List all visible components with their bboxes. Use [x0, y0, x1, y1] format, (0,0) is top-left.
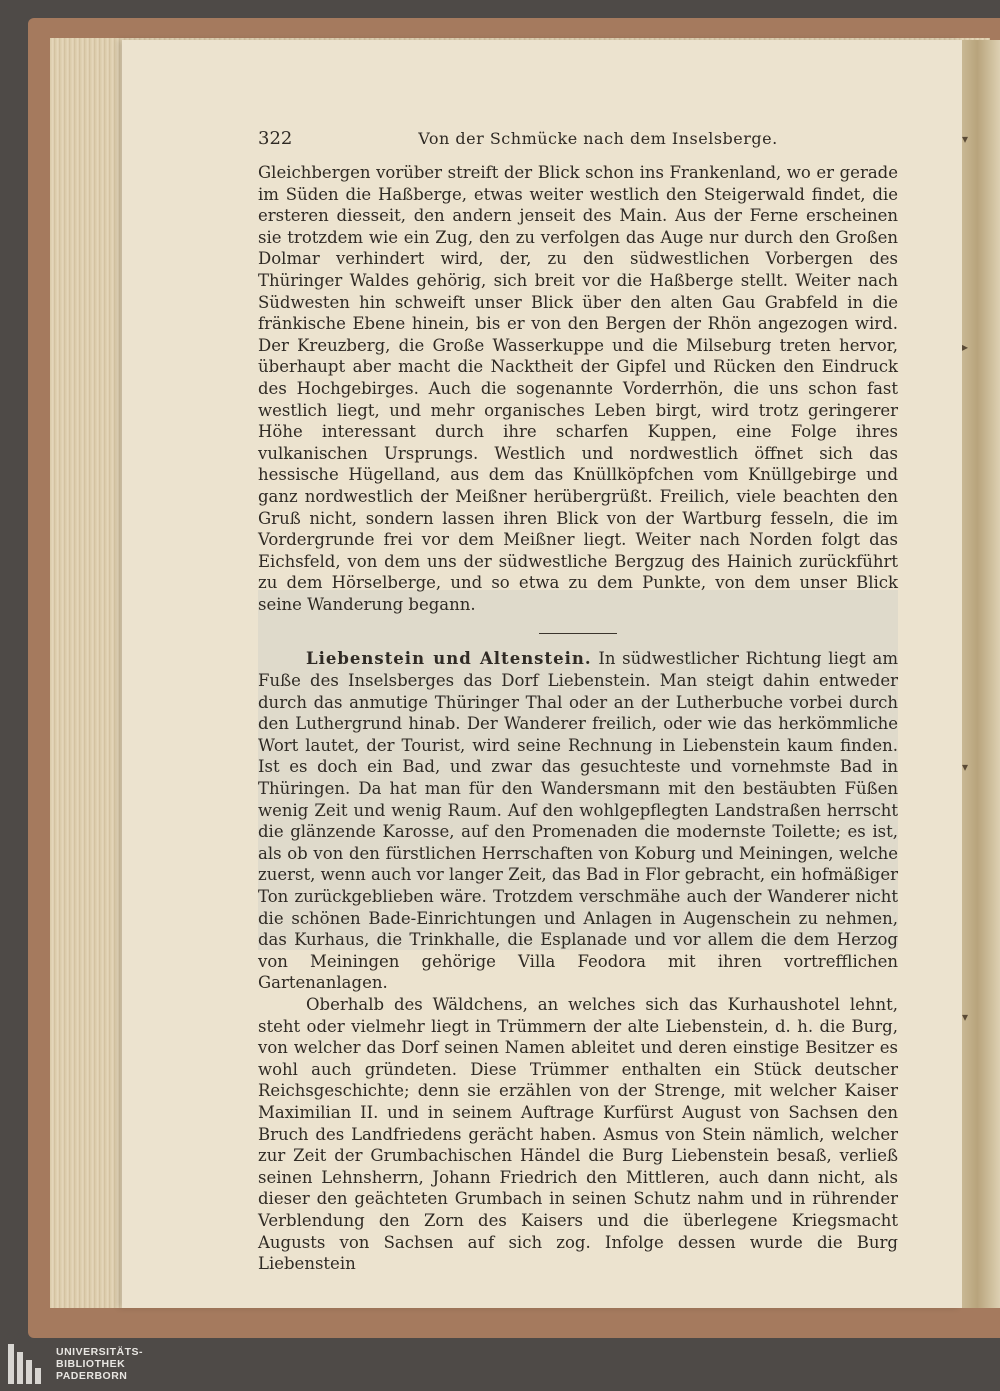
section-text: In südwestlicher Richtung liegt am Fuße des Inselsberges das Dorf Liebenstein. Man steigt dahin entweder durch das anmutige Thüringer Thal oder an der Lutherbuche vorbei durch den Luthergrund hinab. Der Wanderer freilich, oder wie das herkömmliche Wort lautet, der Tourist, wird seine Rechnung in Liebenstein kaum finden. Ist es doch ein Bad, und zwar das gesuchteste und vornehmste Bad in Thüringen. Da hat man für den Wandersmann mit den bestäubten Füßen wenig Zeit und wenig Raum. Auf den wohlgepflegten Landstraßen herrscht die glänzende Karosse, auf den Promenaden die modernste Toilette; es ist, als ob von den fürstlichen Herrschaften von Koburg und Meiningen, welche zuerst, wenn auch vor langer Zeit, das Bad in Flor gebracht, ein hofmäßiger Ton zurückgeblieben wäre. Trotzdem verschmähe auch der Wanderer nicht die schönen Bade-Einrichtungen und Anlagen in Augenschein zu nehmen, das Kurhaus, die Trinkhalle, die Esplanade und vor allem die dem Herzog von Meiningen gehörige Villa Feodora mit ihren vortrefflichen Gartenanlagen.: [258, 649, 898, 993]
library-logo-icon: [8, 1344, 48, 1384]
page-number: 322: [258, 128, 293, 149]
binding-mark: ▾: [962, 760, 969, 774]
page-content: [258, 128, 898, 1275]
section-paragraph: [258, 648, 898, 994]
binding-mark: ▸: [962, 340, 969, 354]
library-logo: [8, 1342, 143, 1386]
section-divider: [539, 633, 617, 634]
page-header: [258, 128, 898, 158]
book-gutter: [962, 40, 1000, 1308]
paragraph-1: Gleichbergen vorüber streift der Blick schon ins Frankenland, wo er gerade im Süden die Haßberge, etwas weiter westlich den Steigerwald findet, die ersteren diesseit, den andern jenseit des Main. Aus der Ferne erscheinen sie trotzdem wie ein Zug, den zu verfolgen das Auge nur durch den Großen Dolmar verhindert wird, der, zu den südwestlichen Vorbergen des Thüringer Waldes gehörig, sich breit vor die Haßberge stellt. Weiter nach Südwesten hin schweift unser Blick über den alten Gau Grabfeld in die fränkische Ebene hinein, bis er von den Bergen der Rhön angezogen wird. Der Kreuzberg, die Große Wasserkuppe und die Milseburg treten hervor, überhaupt aber macht die Nacktheit der Gipfel und Rücken den Eindruck des Hochgebirges. Auch die sogenannte Vorderrhön, die uns schon fast westlich liegt, und mehr organisches Leben birgt, wird trotz geringerer Höhe interessant durch ihre scharfen Kuppen, eine Folge ihres vulkanischen Ursprungs. Westlich und nordwestlich öffnet sich das hessische Hügelland, aus dem das Knüllköpfchen vom Knüllgebirge und ganz nordwestlich der Meißner herübergrüßt. Freilich, viele beachten den Gruß nicht, sondern lassen ihren Blick von der Wartburg fesseln, die im Vordergrunde frei vor dem Meißner liegt. Weiter nach Norden folgt das Eichsfeld, von dem uns der südwestliche Bergzug des Hainich zurückführt zu dem Hörselberge, und so etwa zu dem Punkte, von dem unser Blick seine Wanderung begann.: [258, 163, 898, 614]
section-title: Liebenstein und Altenstein.: [306, 649, 592, 669]
library-name: UNIVERSITÄTS- BIBLIOTHEK PADERBORN: [56, 1346, 144, 1382]
running-title: Von der Schmücke nach dem Inselsberge.: [418, 129, 778, 148]
binding-mark: ▾: [962, 1010, 969, 1024]
paragraph-3: Oberhalb des Wäldchens, an welches sich das Kurhaushotel lehnt, steht oder vielmehr liegt in Trümmern der alte Liebenstein, d. h. die Burg, von welcher das Dorf seinen Namen ableitet und deren einstige Besitzer es wohl auch gründeten. Diese Trümmer enthalten ein Stück deutscher Reichsgeschichte; denn sie erzählen von der Strenge, mit welcher Kaiser Maximilian II. und in seinem Auftrage Kurfürst August von Sachsen den Bruch des Landfriedens gerächt haben. Asmus von Stein nämlich, welcher zur Zeit der Grumbachischen Händel die Burg Liebenstein besaß, verließ seinen Lehnsherrn, Johann Friedrich den Mittleren, auch dann nicht, als dieser den geächteten Grumbach in seinen Schutz nahm und in rührender Verblendung den Zorn des Kaisers und die überlegene Kriegsmacht Augusts von Sachsen auf sich zog. Infolge dessen wurde die Burg Liebenstein: [258, 994, 898, 1274]
binding-mark: ▾: [962, 132, 969, 146]
